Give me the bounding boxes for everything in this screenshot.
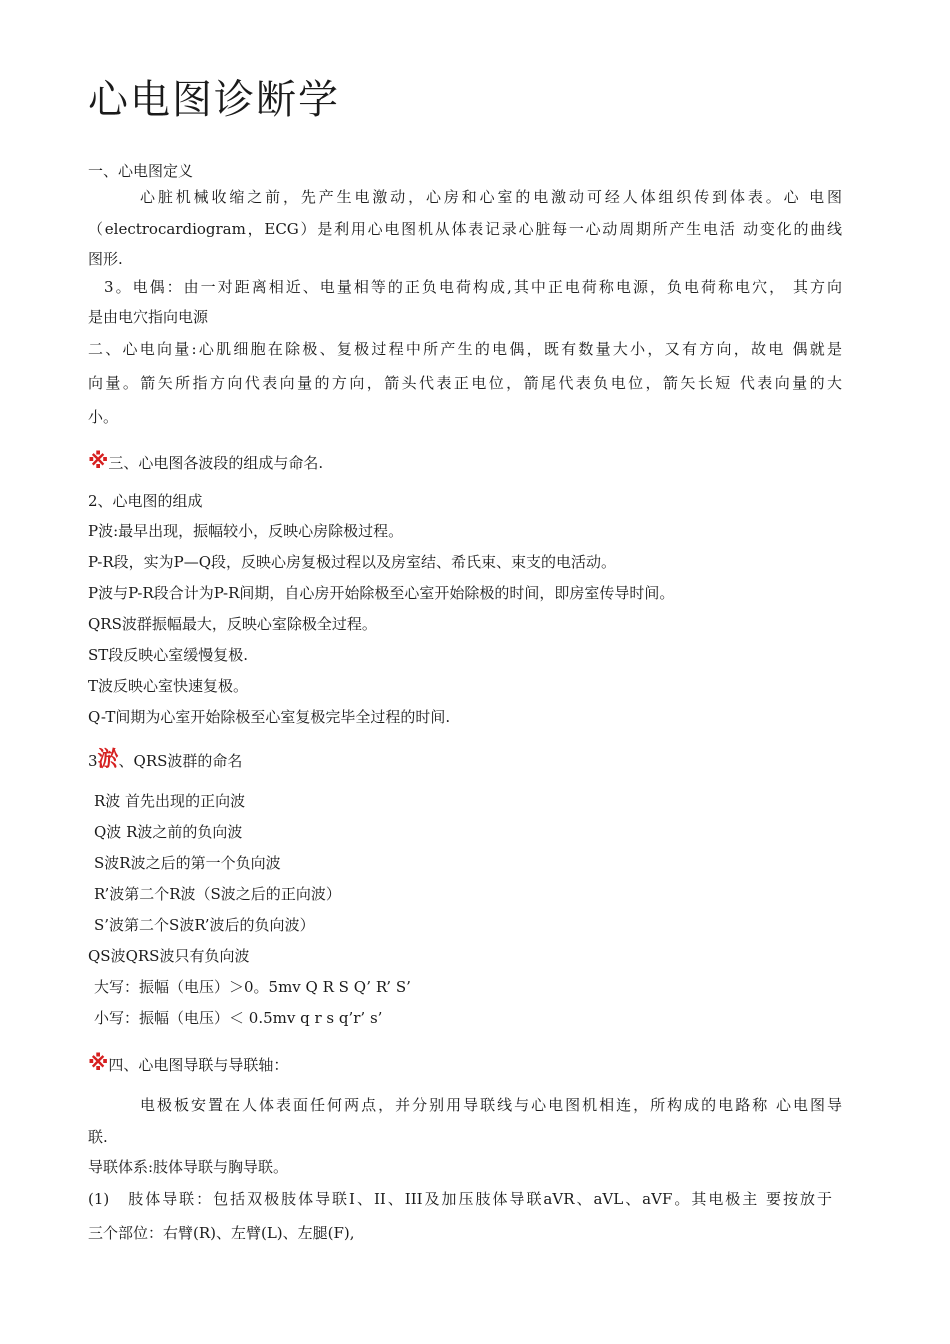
list-item: S波R波之后的第一个负向波	[94, 854, 281, 872]
paragraph-line: 电极板安置在人体表面任何两点，并分别用导联线与心电图机相连，所构成的电路称 心电图导	[140, 1096, 842, 1114]
heading-text: 四、心电图导联与导联轴：	[108, 1056, 289, 1074]
paragraph-line: 向量。箭矢所指方向代表向量的方向，箭头代表正电位，箭尾代表负电位，箭矢长短 代表向量的大	[88, 374, 842, 392]
section-heading-1: 一、心电图定义	[88, 162, 194, 180]
paragraph-line: 3。电偶：由一对距离相近、电量相等的正负电荷构成,其中正电荷称电源，负电荷称电穴， 其方向	[104, 278, 842, 296]
list-item: Q波 R波之前的负向波	[94, 823, 243, 841]
list-item: 大写：振幅（电压）＞0。5mv Q R S Q’ R’ S’	[94, 978, 411, 996]
list-item: R’波第二个R波（S波之后的正向波）	[94, 885, 341, 903]
paragraph-line: 小。	[88, 408, 119, 426]
subsection-heading-qrs: 3淤、QRS波群的命名	[88, 747, 243, 771]
list-item: 小写：振幅（电压）＜ 0.5mv q r s q’r’ s’	[94, 1009, 383, 1027]
heading-text: 三、心电图各波段的组成与命名.	[108, 454, 324, 472]
list-item: QS波QRS波只有负向波	[88, 947, 250, 965]
list-item: S’波第二个S波R’波后的负向波）	[94, 916, 315, 934]
page-title: 心电图诊断学	[88, 77, 340, 123]
reference-mark-icon: ※	[88, 1051, 109, 1075]
paragraph-line: 三个部位：右臂(R)、左臂(L)、左腿(F),	[88, 1224, 355, 1242]
subsection-heading: 2、心电图的组成	[88, 492, 203, 510]
list-item: P波与P-R段合计为P-R间期，自心房开始除极至心室开始除极的时间，即房室传导时间。	[88, 584, 675, 602]
list-item: Q-T间期为心室开始除极至心室复极完毕全过程的时间.	[88, 708, 451, 726]
list-item: P-R段，实为P—Q段，反映心房复极过程以及房室结、希氏束、束支的电活动。	[88, 553, 617, 571]
paragraph-line: （electrocardiogram，ECG）是利用心电图机从体表记录心脏每一心动周期所产生电活 动变化的曲线	[88, 220, 842, 238]
paragraph-line: 图形.	[88, 250, 123, 268]
section-heading-3	[88, 450, 848, 474]
reference-mark-icon: ※	[88, 449, 109, 473]
paragraph-line: 联.	[88, 1128, 108, 1146]
paragraph-line: 二、心电向量:心肌细胞在除极、复极过程中所产生的电偶，既有数量大小，又有方向，故电 偶就是	[88, 340, 842, 358]
paragraph-line: (1) 肢体导联：包括双极肢体导联I、II、III及加压肢体导联aVR、aVL、aVF。其电极主 要按放于	[88, 1190, 832, 1208]
paragraph-line: 是由电穴指向电源	[88, 308, 209, 326]
paragraph-line: 导联体系:肢体导联与胸导联。	[88, 1158, 289, 1176]
list-item: ST段反映心室缓慢复极.	[88, 646, 249, 664]
section-heading-4	[88, 1052, 848, 1076]
paragraph-line: 心脏机械收缩之前，先产生电激动，心房和心室的电激动可经人体组织传到体表。心 电图	[140, 188, 842, 206]
list-item: R波 首先出现的正向波	[94, 792, 246, 810]
red-glyph: 淤	[97, 747, 119, 771]
list-item: T波反映心室快速复极。	[88, 677, 249, 695]
list-item: QRS波群振幅最大，反映心室除极全过程。	[88, 615, 377, 633]
list-item: P波:最早出现，振幅较小，反映心房除极过程。	[88, 522, 404, 540]
